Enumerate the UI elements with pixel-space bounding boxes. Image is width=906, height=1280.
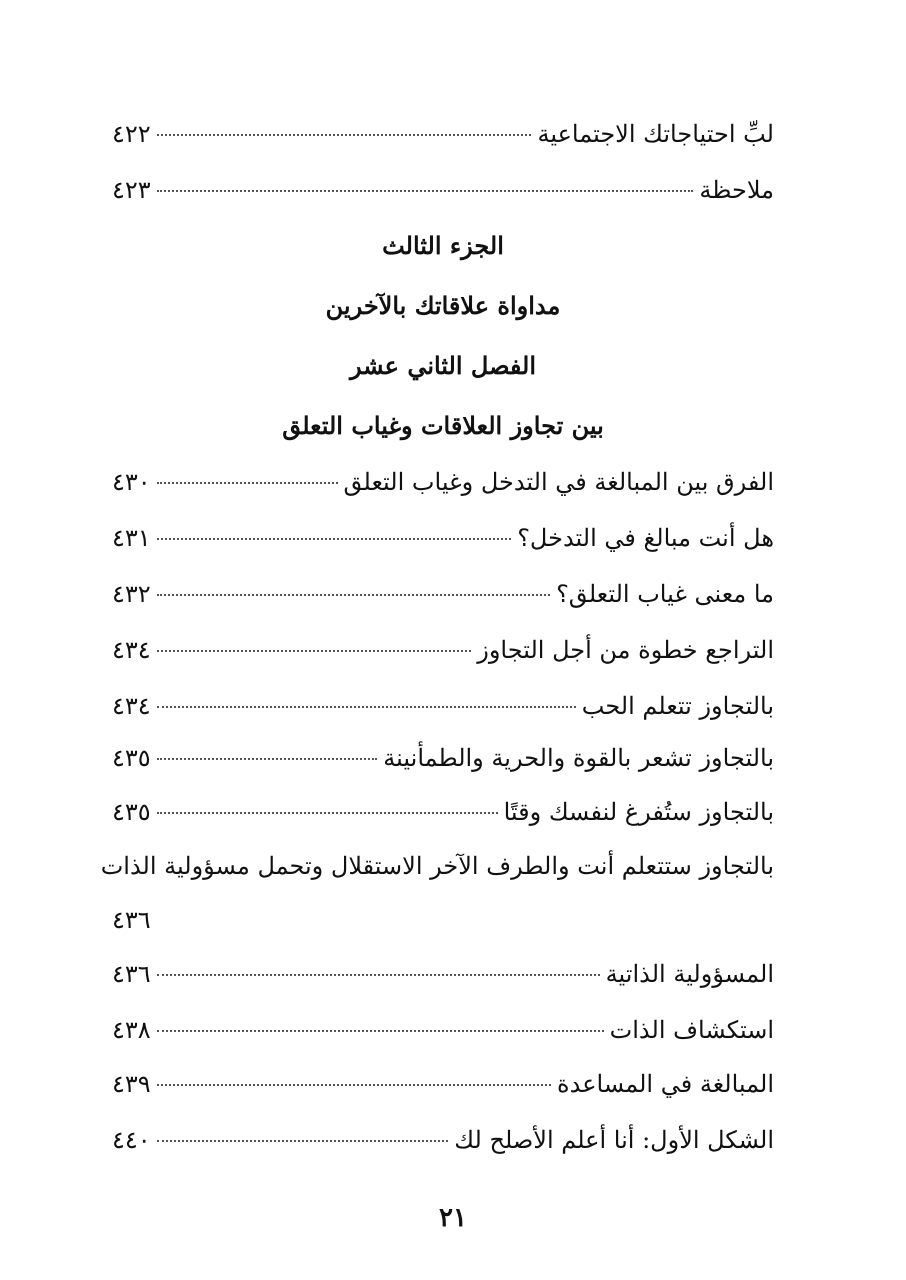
part-title: الجزء الثالث xyxy=(382,231,504,260)
toc-entry-page: ٤٣٤ xyxy=(112,636,151,664)
dot-leader xyxy=(157,974,600,976)
toc-entry xyxy=(112,688,774,724)
toc-entry-page: ٤٣٢ xyxy=(112,580,151,608)
toc-entry-page: ٤٣٥ xyxy=(112,744,151,772)
toc-entry-title: الشكل الأول: أنا أعلم الأصلح لك xyxy=(454,1126,774,1154)
toc-entry-page: ٤٣٨ xyxy=(112,1016,151,1044)
toc-entry-title: بالتجاوز ستُفرغ لنفسك وقتًا xyxy=(503,798,774,826)
toc-entry xyxy=(112,464,774,500)
toc-entry-page: ٤٢٢ xyxy=(112,120,151,148)
toc-entry-page: ٤٣٥ xyxy=(112,798,151,826)
toc-entry xyxy=(112,1122,774,1158)
toc-entry-title: لبِّ احتياجاتك الاجتماعية xyxy=(537,120,774,148)
dot-leader xyxy=(157,1030,604,1032)
toc-entry-page: ٤٤٠ xyxy=(112,1126,151,1154)
dot-leader xyxy=(157,706,576,708)
toc-entry-title: التراجع خطوة من أجل التجاوز xyxy=(477,636,774,664)
dot-leader xyxy=(157,650,472,652)
dot-leader xyxy=(157,594,550,596)
toc-entry-page: ٤٣٤ xyxy=(112,692,151,720)
toc-entry-title: هل أنت مبالغ في التدخل؟ xyxy=(517,524,774,552)
toc-entry-page: ٤٣٠ xyxy=(112,468,151,496)
toc-entry xyxy=(112,520,774,556)
chapter-title: الفصل الثاني عشر xyxy=(349,351,536,380)
toc-entry-title: المسؤولية الذاتية xyxy=(605,960,774,988)
toc-entry-long-title: بالتجاوز ستتعلم أنت والطرف الآخر الاستقلال وتحمل مسؤولية الذات xyxy=(100,852,774,880)
toc-entry-long-page: ٤٣٦ xyxy=(112,906,151,934)
dot-leader xyxy=(157,482,338,484)
toc-entry-title: بالتجاوز تشعر بالقوة والحرية والطمأنينة xyxy=(383,744,774,772)
toc-entry-title: المبالغة في المساعدة xyxy=(557,1070,774,1098)
toc-entry xyxy=(112,116,774,152)
toc-entry xyxy=(112,172,774,208)
toc-entry-page: ٤٣٦ xyxy=(112,960,151,988)
toc-entry xyxy=(112,740,774,776)
page-number: ٢١ xyxy=(439,1203,467,1233)
toc-entry-page: ٤٣٩ xyxy=(112,1070,151,1098)
toc-entry xyxy=(112,1012,774,1048)
part-subtitle: مداواة علاقاتك بالآخرين xyxy=(325,291,561,320)
dot-leader xyxy=(157,758,378,760)
dot-leader xyxy=(157,538,512,540)
toc-page xyxy=(100,0,774,1280)
dot-leader xyxy=(157,1084,551,1086)
toc-entry xyxy=(112,1066,774,1102)
toc-entry-title: ملاحظة xyxy=(699,176,774,204)
dot-leader xyxy=(157,134,532,136)
dot-leader xyxy=(157,812,498,814)
toc-entry-page: ٤٢٣ xyxy=(112,176,151,204)
dot-leader xyxy=(157,1140,449,1142)
toc-entry-title: الفرق بين المبالغة في التدخل وغياب التعلق xyxy=(343,468,774,496)
toc-entry-title: بالتجاوز تتعلم الحب xyxy=(581,692,774,720)
toc-entry xyxy=(112,956,774,992)
toc-entry-page: ٤٣١ xyxy=(112,524,151,552)
toc-entry xyxy=(112,794,774,830)
chapter-subtitle: بين تجاوز العلاقات وغياب التعلق xyxy=(282,411,604,440)
toc-entry-title: استكشاف الذات xyxy=(609,1016,774,1044)
toc-entry-title: ما معنى غياب التعلق؟ xyxy=(556,580,774,608)
toc-entry xyxy=(112,576,774,612)
toc-entry xyxy=(112,632,774,668)
dot-leader xyxy=(157,190,694,192)
